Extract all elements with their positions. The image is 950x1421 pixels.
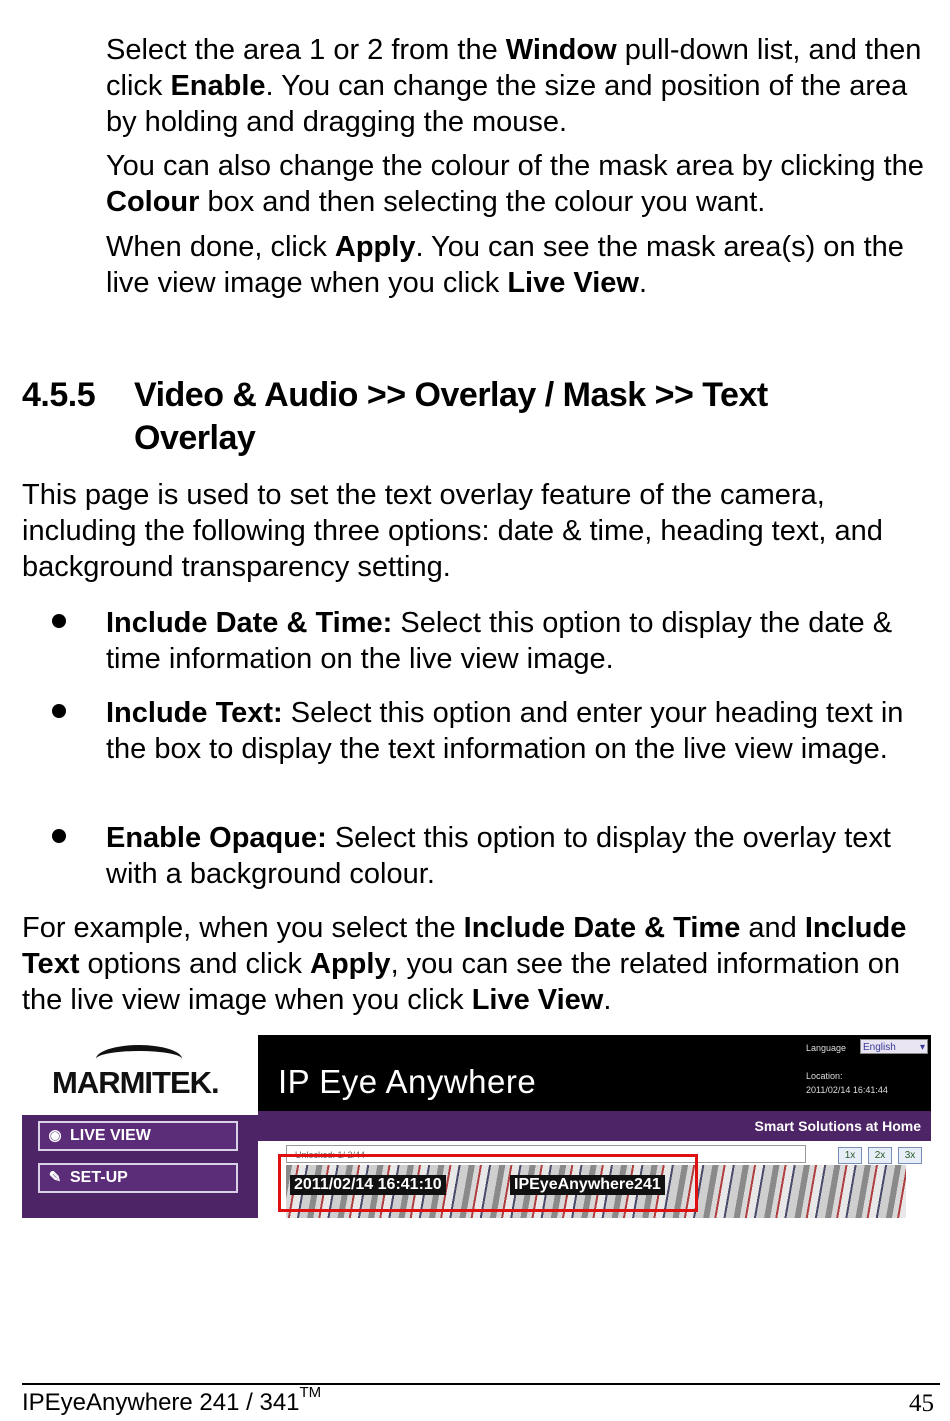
bullet-dot [52,704,66,718]
bullet-item-date-time: Include Date & Time: Select this option to display the date & time information on the live view image. [106,607,893,675]
location-label: Location: [806,1071,843,1081]
overlay-highlight-box [278,1154,698,1212]
screenshot-header [258,1035,931,1111]
language-label: Language [806,1043,847,1053]
language-select[interactable]: English ▾ [860,1039,928,1054]
intro-paragraph-3: When done, click Apply. You can see the mask area(s) on the live view image when you click Live View. [106,231,904,299]
zoom-3x-button[interactable]: 3x [898,1147,922,1164]
zoom-2x-button[interactable]: 2x [868,1147,892,1164]
intro-paragraph-1: Select the area 1 or 2 from the Window pull-down list, and then click Enable. You can change the size and position of the area by holding and dragging the mouse. [106,34,922,138]
overlay-heading-text: IPEyeAnywhere241 [510,1175,665,1195]
location-value: 2011/02/14 16:41:44 [806,1085,888,1095]
chevron-down-icon: ▾ [919,1042,925,1053]
intro-paragraph-2: You can also change the colour of the mask area by clicking the Colour box and then selecting the colour you want. [106,150,924,218]
eye-icon: ◉ [48,1127,62,1144]
status-field: Unlocked: 1/ 2/44 [286,1145,806,1163]
bullet-dot [52,829,66,843]
screenshot-main [258,1035,931,1218]
slogan-bar [258,1111,931,1141]
marmitek-logo: MARMITEK. [52,1065,219,1100]
bullet-dot [52,614,66,628]
section-number: 4.5.5 [22,376,96,414]
zoom-1x-button[interactable]: 1x [838,1147,862,1164]
overlay-datetime: 2011/02/14 16:41:10 [290,1175,446,1195]
setup-button[interactable]: ✎ SET-UP [38,1163,238,1193]
footer-rule [22,1383,940,1385]
screenshot-nav [22,1115,258,1218]
page-number: 45 [909,1390,934,1417]
app-title: IP Eye Anywhere [278,1063,537,1100]
section-title: Video & Audio >> Overlay / Mask >> Text Overlay [134,376,768,457]
wrench-icon: ✎ [48,1169,62,1186]
live-view-button[interactable]: ◉ LIVE VIEW [38,1121,238,1151]
bullet-item-include-text: Include Text: Select this option and enter your heading text in the box to display the text information on the live view image. [106,697,904,765]
section-description: This page is used to set the text overlay feature of the camera, including the following three options: date & time, heading text, and background transparency setting. [22,479,883,583]
slogan: Smart Solutions at Home [754,1118,921,1134]
bullet-item-enable-opaque: Enable Opaque: Select this option to display the overlay text with a background colour. [106,822,891,890]
screenshot-sidebar [22,1035,258,1218]
example-paragraph: For example, when you select the Include Date & Time and Include Text options and click Apply, you can see the related information on the live view image when you click Live View. [22,912,907,1016]
footer-product: IPEyeAnywhere 241 / 341™ [22,1384,322,1416]
live-view-screenshot [22,1035,931,1218]
